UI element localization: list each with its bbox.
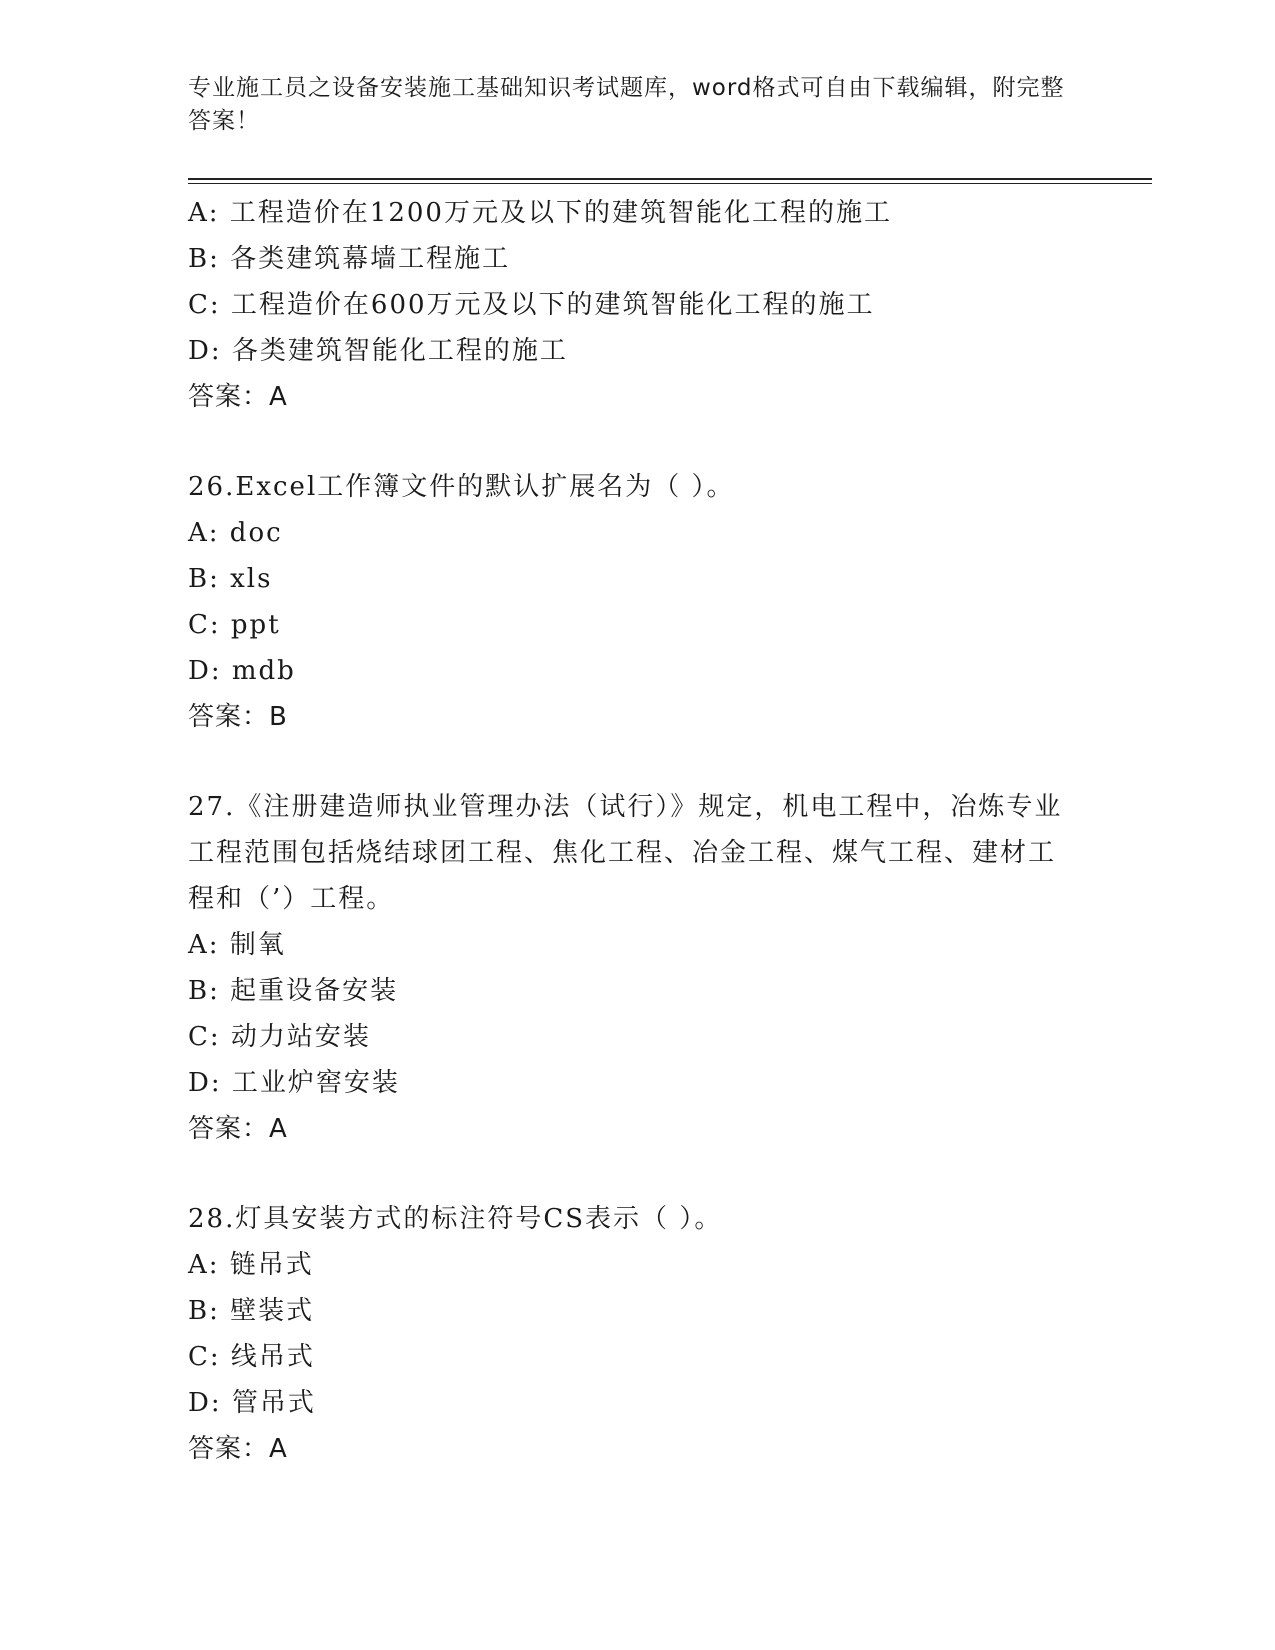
option-d: D: 管吊式 xyxy=(188,1388,316,1418)
question-list xyxy=(188,190,1088,1472)
question-27-block xyxy=(188,784,1088,1152)
option-b: B: 各类建筑幕墙工程施工 xyxy=(188,244,511,274)
question-28-block xyxy=(188,1196,1088,1472)
spacer xyxy=(188,1152,1088,1196)
option-d: D: 各类建筑智能化工程的施工 xyxy=(188,336,568,366)
option-b: B: 壁装式 xyxy=(188,1296,315,1326)
question-25-block xyxy=(188,190,1088,420)
answer-line: 答案：B xyxy=(188,702,288,732)
answer-line: 答案：A xyxy=(188,382,288,412)
question-26-block xyxy=(188,464,1088,740)
spacer xyxy=(188,420,1088,464)
option-a: A: doc xyxy=(188,518,283,548)
answer-line: 答案：A xyxy=(188,1434,288,1464)
page-header: 专业施工员之设备安装施工基础知识考试题库，word格式可自由下载编辑，附完整答案！ xyxy=(188,75,1065,134)
question-stem: 26.Excel工作簿文件的默认扩展名为（ ）。 xyxy=(188,472,735,502)
answer-line: 答案：A xyxy=(188,1114,288,1144)
option-c: C: 线吊式 xyxy=(188,1342,315,1372)
option-c: C: 动力站安装 xyxy=(188,1022,371,1052)
option-b: B: xls xyxy=(188,564,273,594)
header-divider-thick xyxy=(188,178,1152,180)
option-d: D: 工业炉窖安装 xyxy=(188,1068,400,1098)
header-divider-thin xyxy=(188,183,1152,184)
option-a: A: 链吊式 xyxy=(188,1250,314,1280)
question-stem: 27.《注册建造师执业管理办法（试行）》规定，机电工程中，冶炼专业工程范围包括烧结球团工程、焦化工程、冶金工程、煤气工程、建材工程和（’）工程。 xyxy=(188,792,1063,914)
option-d: D: mdb xyxy=(188,656,296,686)
option-a: A: 制氧 xyxy=(188,930,286,960)
option-c: C: ppt xyxy=(188,610,281,640)
spacer xyxy=(188,740,1088,784)
question-stem: 28.灯具安装方式的标注符号CS表示（ ）。 xyxy=(188,1204,723,1234)
option-c: C: 工程造价在600万元及以下的建筑智能化工程的施工 xyxy=(188,290,875,320)
option-a: A: 工程造价在1200万元及以下的建筑智能化工程的施工 xyxy=(188,198,892,228)
option-b: B: 起重设备安装 xyxy=(188,976,399,1006)
